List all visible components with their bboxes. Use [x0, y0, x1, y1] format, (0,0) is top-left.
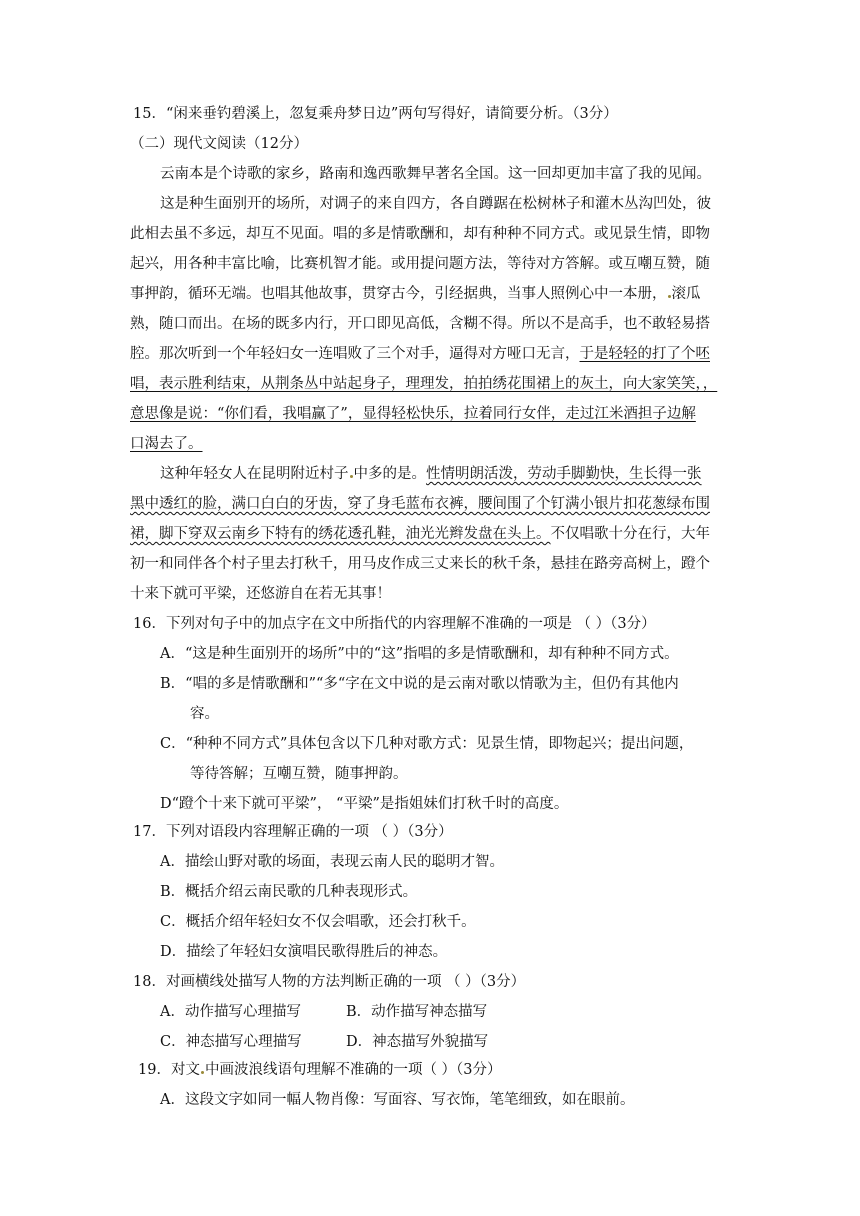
question-stem: 17．下列对语段内容理解正确的一项 （ ）（3分） [133, 824, 453, 840]
passage-line [160, 464, 702, 484]
passage-line [130, 344, 710, 364]
question-stem: 16．下列对句子中的加点字在文中所指代的内容理解不准确的一项是 （ ）（3分） [133, 616, 656, 632]
underlined-passage-line: 意思像是说：“你们看，我唱赢了”，显得轻松快乐，拉着同行女伴，走过江米酒担子边解 [130, 406, 696, 422]
passage-line: 这是种生面别开的场所，对调子的来自四方，各自蹲踞在松树林子和灌木丛沟凹处，彼 [160, 196, 711, 212]
option-a: A．描绘山野对歌的场面，表现云南人民的聪明才智。 [160, 854, 504, 870]
option-a: A．这段文字如同一幅人物肖像：写面容、写衣饰，笔笔细致，如在眼前。 [160, 1092, 635, 1108]
passage-line: 此相去虽不多远，却互不见面。唱的多是情歌酬和，却有种种不同方式。或见景生情，即物 [130, 226, 710, 242]
passage-line: 初一和同伴各个村子里去打秋千，用马皮作成三丈来长的秋千条，悬挂在路旁高树上，蹬个 [130, 556, 710, 572]
question-stem [138, 1060, 502, 1080]
underlined-passage-line: 口渴去了。 [130, 436, 203, 452]
option-a: A．“这是种生面别开的场所”中的“这”指唱的多是情歌酬和，却有种种不同方式。 [160, 646, 679, 662]
passage-line [130, 284, 701, 304]
passage-text: 事押韵，循环无端。也唱其他故事，贯穿古今，引经据典，当事人照例心中一本册， [130, 286, 667, 302]
wavy-underlined-text: 性情明朗活泼，劳动手脚勤快，生长得一张 [426, 466, 702, 482]
option-b-continued: 容。 [190, 706, 219, 722]
option-c-continued: 等待答解；互嘲互赞，随事押韵。 [190, 766, 408, 782]
passage-line: 熟，随口而出。在场的既多内行，开口即见高低，含糊不得。所以不是高手，也不敢轻易搭 [130, 316, 710, 332]
passage-text: 滚瓜 [671, 286, 701, 302]
passage-line [130, 524, 710, 544]
passage-line: 十来下就可平梁，还悠游自在若无其事！ [130, 586, 391, 602]
passage-text: 中多的是。 [353, 466, 426, 482]
emphasis-dot [350, 475, 353, 478]
section-heading-modern-reading: （二）现代文阅读（12分） [130, 136, 308, 152]
option-b: B．概括介绍云南民歌的几种表现形式。 [160, 884, 418, 900]
option-a: A．动作描写心理描写 [160, 1004, 301, 1020]
emphasis-dot [201, 1071, 204, 1074]
emphasis-dot [668, 295, 671, 298]
passage-line: 起兴，用各种丰富比喻，比赛机智才能。或用提问题方法，等待对方答解。或互嘲互赞，随 [130, 256, 710, 272]
passage-text: 腔。那次听到一个年轻妇女一连唱败了三个对手，逼得对方哑口无言， [130, 346, 580, 362]
option-c: C．“种种不同方式”具体包含以下几种对歌方式：见景生情，即物起兴；提出问题， [160, 736, 694, 752]
option-c: C．神态描写心理描写 [160, 1034, 302, 1050]
question-stem-text: 19．对文 [138, 1062, 200, 1078]
option-d: D“蹬个十来下就可平梁”， “平梁”是指姐妹们打秋千时的高度。 [160, 796, 569, 812]
question-stem: 18．对画横线处描写人物的方法判断正确的一项 （ ）（3分） [133, 974, 526, 990]
passage-text: 这种年轻女人在昆明附近村子 [160, 466, 349, 482]
wavy-passage-line: 黑中透红的脸，满口白白的牙齿，穿了身毛蓝布衣裤，腰间围了个钉满小银片扣花葱绿布围 [130, 496, 710, 512]
option-b: B．“唱的多是情歌酬和”“多“字在文中说的是云南对歌以情歌为主，但仍有其他内 [160, 676, 679, 692]
option-d: D．描绘了年轻妇女演唱民歌得胜后的神态。 [160, 944, 448, 960]
option-c: C．概括介绍年轻妇女不仅会唱歌，还会打秋千。 [160, 914, 476, 930]
passage-text: 不仅唱歌十分在行，大年 [550, 526, 710, 542]
option-b: B．动作描写神态描写 [346, 1004, 488, 1020]
passage-line: 云南本是个诗歌的家乡，路南和逸西歌舞早著名全国。这一回却更加丰富了我的见闻。 [160, 166, 711, 182]
underlined-text: 于是轻轻的打了个呸 [579, 346, 710, 362]
question-stem-text: 中画波浪线语句理解不准确的一项（ ）（3分） [204, 1062, 502, 1078]
question-15: 15．“闲来垂钓碧溪上，忽复乘舟梦日边”两句写得好，请简要分析。（3分） [133, 106, 618, 122]
underlined-passage-line: 唱，表示胜利结束，从荆条丛中站起身子，理理发，拍拍绣花围裙上的灰土，向大家笑笑，， [130, 376, 718, 392]
wavy-underlined-text: 裙，脚下穿双云南乡下特有的绣花透孔鞋，油光光辫发盘在头上。 [130, 526, 551, 542]
option-d: D．神态描写外貌描写 [346, 1034, 489, 1050]
